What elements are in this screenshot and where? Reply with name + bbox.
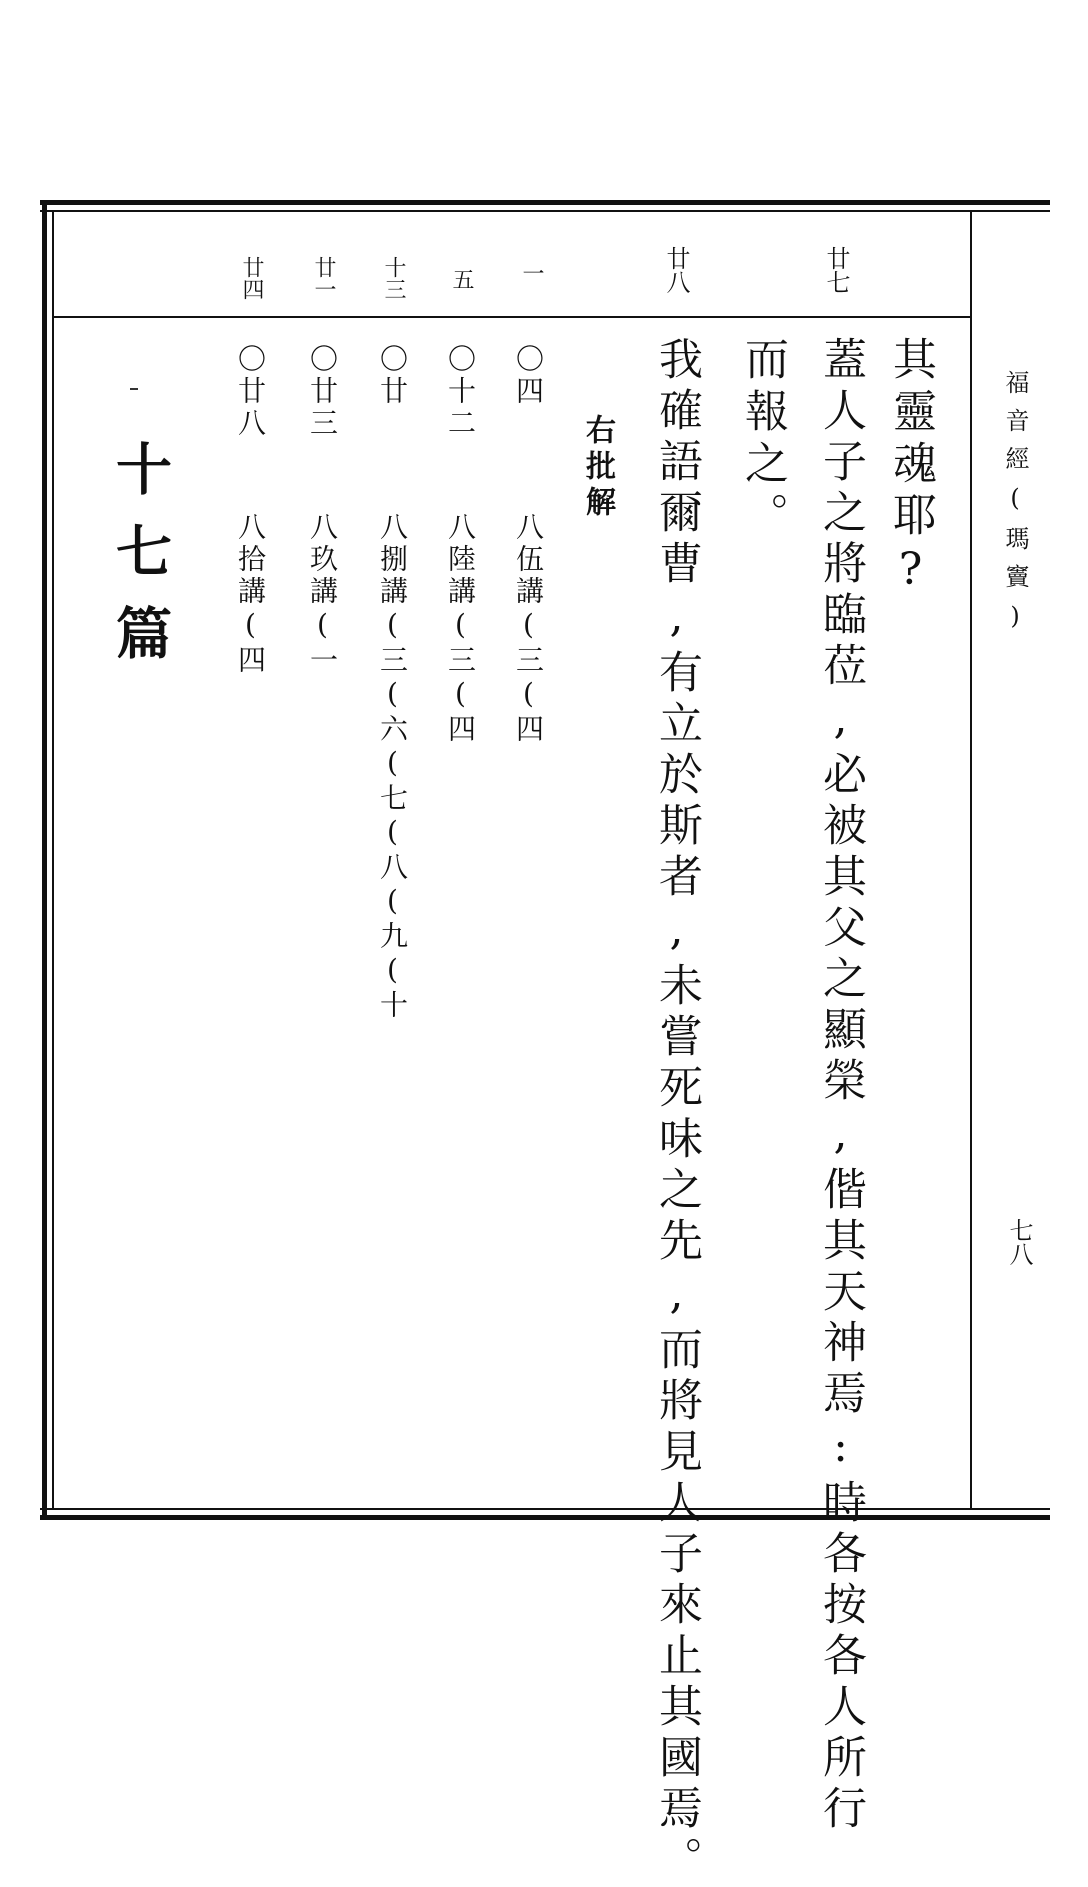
frame-bottom-inner-border (40, 1508, 1050, 1510)
verse-text-line: 而報之。 (737, 336, 788, 544)
frame-top-border (40, 200, 1050, 205)
chapter-heading: 十七篇 (107, 440, 173, 686)
reference-verse: 廿四 (239, 256, 264, 300)
frame-bottom-border (40, 1515, 1050, 1520)
reference-marker: 〇廿 (376, 344, 409, 408)
reference-detail: 八伍講(三(四 (512, 512, 545, 746)
frame-left-border (42, 200, 47, 1520)
running-title: 福音經(瑪竇) (1001, 370, 1029, 644)
verse-text-line: 我確語爾曹,有立於斯者,未嘗死味之先,而將見人子來止其國焉。 (651, 336, 702, 1887)
reference-verse: 廿一 (311, 256, 336, 300)
frame-left-inner-border (52, 210, 54, 1510)
verse-number: 廿八 (662, 246, 690, 294)
reference-marker: 〇廿八 (234, 344, 267, 440)
verse-text-line: 蓋人子之將臨莅,必被其父之顯榮,偕其天神焉:時各按各人所行 (815, 336, 866, 1836)
frame-right-divider (970, 212, 972, 1508)
reference-verse: 十三 (381, 256, 406, 300)
reference-marker: 〇四 (512, 344, 545, 408)
reference-marker: 〇廿三 (306, 344, 339, 440)
reference-marker: 〇十二 (444, 344, 477, 440)
header-rule (54, 316, 970, 318)
reference-detail: 八捌講(三(六(七(八(九(十 (376, 512, 409, 1022)
decorative-dash (130, 388, 138, 390)
page-number: 七八 (1005, 1218, 1033, 1266)
reference-verse: 五 (449, 268, 474, 290)
reference-detail: 八拾講(四 (234, 512, 267, 677)
reference-verse: 一 (519, 262, 544, 284)
verse-number: 廿七 (822, 246, 850, 294)
reference-detail: 八玖講(一 (306, 512, 339, 677)
verse-text-line: 其靈魂耶? (885, 336, 936, 603)
reference-label: 右批解 (580, 414, 615, 522)
frame-top-inner-border (40, 210, 1050, 212)
reference-detail: 八陸講(三(四 (444, 512, 477, 746)
